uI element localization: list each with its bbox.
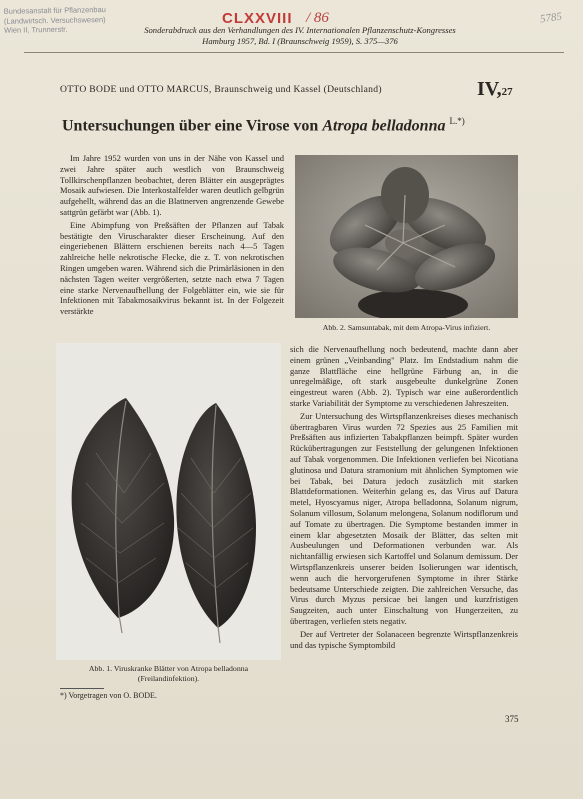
source-line-1: Sonderabdruck aus den Verhandlungen des IV. Internationalen Pflanzenschutz-Kongresses (144, 25, 456, 35)
figure-1-caption-line-2: (Freilandinfektion). (137, 673, 200, 683)
tobacco-plant-photo (295, 155, 518, 318)
title-suffix: L.*) (449, 116, 465, 126)
figure-1-caption-line-1: Abb. 1. Viruskranke Blätter von Atropa belladonna (88, 664, 249, 673)
source-citation (80, 25, 520, 46)
series-sub: 27 (501, 86, 513, 98)
stamp-line: (Landwirtsch. Versuchswesen) (3, 14, 106, 26)
title-main: Untersuchungen über eine Virose von (62, 117, 319, 135)
paragraph: Zur Untersuchung des Wirtspflanzenkreises dieses mechanisch übertragbaren Virus wurden 72 Spezies aus 25 Familien mit Preßsäften aus infizierten Tabakpflanzen beimpft. Später wurden Rückübertragungen zur Feststellung der gelungenen Infektionen auf Tabak vorgenommen. Die Infektionen verliefen bei Nicotiana glutinosa und Datura stramonium mit ähnlichen Symptomen wie bei Tabak, bei Datura jedoch zusätzlich mit starken Blattdeformationen. Weiterhin gelang es, das Virus auf Datura metel, Hyoscyamus niger, Atropa belladonna, Solanum nigrum, Solanum villosum, Solanum melongena, Solanum nodiflorum und auf Tomate zu übertragen. Die Symptome bestanden immer in einem klar abgesetzten Mosaik der Blätter, das selten mit Ausbeulungen und Deformationen verbunden war. Als nichtanfällig erwiesen sich Kartoffel und Solanum demissum. Der Wirtspflanzenkreis unserer beiden Isolierungen war identisch, wenn auch die hervorgerufenen Symptome in ihrer Stärke bedeutsame Unterschiede zeigten. Die zahlreichen Versuche, das Virus durch Myzus persicae bei langen und kurzfristigen Saugzeiten, auch unter Einschaltung von Hungerzeiten, zu übertragen, verliefen stets negativ. (290, 410, 518, 626)
paragraph: Im Jahre 1952 wurden von uns in der Nähe von Kassel und zwei Jahre später auch westlich von Braunschweig Tollkirschenpflanzen beobachtet, deren Blätter ein ausgeprägtes Mosaik aufwiesen. Die Interkostalfelder waren deutlich gelbgrün aufgehellt, während das an die Blattnerven angrenzende Gewebe sattgrün gefärbt war (Abb. 1). (60, 153, 284, 217)
figure-2-caption: Abb. 2. Samsuntabak, mit dem Atropa-Virus infiziert. (322, 323, 491, 332)
series-number (477, 78, 513, 101)
paragraph: Eine Abimpfung von Preßsäften der Pflanzen auf Tabak bestätigte den Viruscharakter dieser Erscheinung. Auf den eingeriebenen Blättern erschienen bereits nach 4—5 Tagen zahlreiche helle nekrotische Flecke, die z. T. von nekrotischen Ringen umgeben waren. Während sich die Primärläsionen in den nächsten Tagen weiter vergrößerten, setzte nach etwa 7 Tagen eine starke Nervenaufhellung der Folgeblätter ein, wie sie für Infektionen mit Tabakmosaikvirus bekannt ist. In der Folgezeit verstärkte (60, 219, 284, 317)
stamp-line: Wien II, Trunnerstr. (3, 24, 68, 35)
handwritten-reference: / 86 (306, 10, 329, 26)
authors-line: OTTO BODE und OTTO MARCUS, Braunschweig und Kassel (Deutschland) (60, 84, 382, 95)
series-main: IV, (477, 78, 502, 100)
figure-1-caption (56, 664, 281, 683)
handwritten-corner-number: 5785 (539, 10, 563, 26)
page-number: 375 (505, 714, 519, 724)
title-species: Atropa belladonna (322, 117, 446, 135)
footnote-divider (60, 688, 104, 689)
paragraph: sich die Nervenaufhellung noch bedeutend, machte dann aber einem grünen „Veinbanding" Platz. Im Endstadium nahm die ganze Blattfläche eine hellgrüne Färbung an, in die unregelmäßige, oft stark ausgebeulte dunkelgrüne Zonen eingestreut waren (Abb. 2). Typisch war eine außerordentlich starke Variabilität der Symptome zu verschiedenen Jahreszeiten. (290, 344, 518, 408)
source-line-2: Hamburg 1957, Bd. I (Braunschweig 1959), S. 375—376 (202, 35, 398, 46)
left-column-text (60, 153, 284, 317)
right-column-text (290, 344, 518, 650)
article-title (62, 116, 465, 135)
header-divider (24, 52, 564, 53)
stamp-line: Bundesanstalt für Pflanzenbau (3, 5, 106, 16)
footnote: *) Vorgetragen von O. BODE. (60, 691, 157, 700)
leaves-photo (56, 343, 281, 660)
paragraph: Der auf Vertreter der Solanaceen begrenzte Wirtspflanzenkreis und das typische Symptombild (290, 628, 518, 650)
catalog-number: CLXXVIII (222, 10, 293, 27)
